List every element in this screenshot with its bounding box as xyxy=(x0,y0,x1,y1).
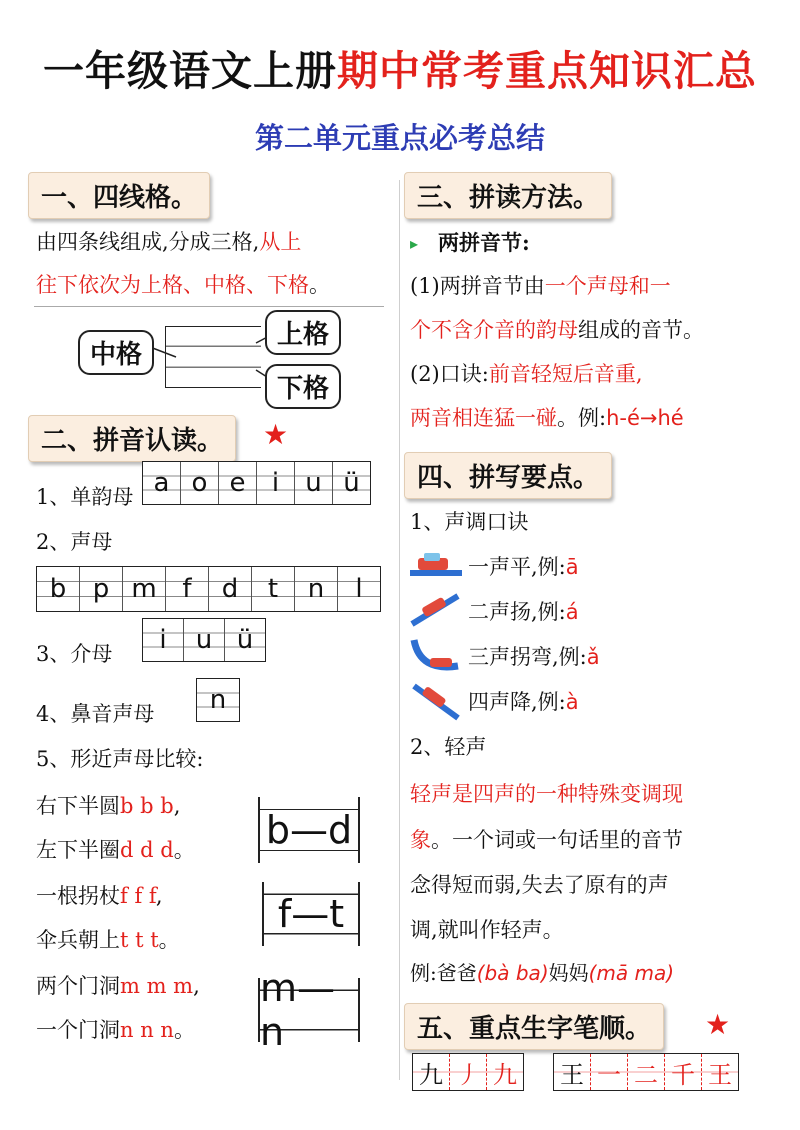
tone3 xyxy=(468,645,600,670)
s3-p3-black: (2)口诀: xyxy=(410,362,489,386)
s3-p2 xyxy=(410,318,704,343)
shengmu-cell: m xyxy=(123,567,166,611)
qing-title: 2、轻声 xyxy=(410,735,487,759)
car-rising-icon xyxy=(410,590,462,628)
title-red: 期中常考重点知识汇总 xyxy=(337,47,757,95)
pair1-compare-box: b—d xyxy=(258,797,360,863)
s1-line2-red: 往下依次为上格、中格、下格 xyxy=(36,273,309,297)
pair2-l1-red: f f f xyxy=(120,884,156,908)
s3-p4-black: 。例: xyxy=(557,406,607,430)
tone1-example: ā xyxy=(565,555,579,579)
pair2-l2-red: t t t xyxy=(120,928,159,952)
qing-line3: 念得短而弱,失去了原有的声 xyxy=(410,873,669,897)
s1-line2 xyxy=(36,273,330,298)
s1-line1-black: 由四条线组成,分成三格, xyxy=(36,230,260,254)
qing-l2-black: 。一个词或一句话里的音节 xyxy=(431,828,683,852)
tone2-text: 二声扬,例: xyxy=(468,600,566,624)
section4-header: 四、拼写要点。 xyxy=(404,452,612,499)
tone-title: 1、声调口诀 xyxy=(410,510,529,534)
s3-p1-black: (1)两拼音节由 xyxy=(410,274,545,298)
stroke-order-jiu xyxy=(412,1053,524,1091)
qing-ex-mid: 妈妈 xyxy=(548,961,589,985)
pair1-line1 xyxy=(36,794,180,819)
four-line-connectors xyxy=(140,320,280,395)
s3-p2-black: 组成的音节。 xyxy=(578,318,704,342)
pair1-l1-red: b b b xyxy=(120,794,174,818)
biyin-grid xyxy=(196,678,240,722)
jiemu-cell: u xyxy=(184,619,225,661)
qing-line2 xyxy=(410,828,683,853)
s1-line1-red: 从上 xyxy=(259,230,302,254)
section5-header: 五、重点生字笔顺。 xyxy=(404,1003,664,1050)
pair1-l1-black: 右下半圆 xyxy=(36,794,120,818)
tone4 xyxy=(468,690,579,715)
danyun-cell: o xyxy=(181,462,219,504)
shengmu-cell: p xyxy=(80,567,123,611)
jiemu-cell: i xyxy=(143,619,184,661)
s3-p3-red: 前音轻短后音重, xyxy=(488,362,643,386)
shengmu-cell: d xyxy=(209,567,252,611)
qing-line1 xyxy=(410,782,683,807)
wang-step: 王 xyxy=(554,1054,591,1090)
s3-p3 xyxy=(410,362,643,387)
label-top-grid: 上格 xyxy=(265,310,341,355)
section5-star-icon: ★ xyxy=(705,1008,731,1041)
jiemu-cell: ü xyxy=(225,619,265,661)
s1-line2-end: 。 xyxy=(309,273,330,297)
s1-line1 xyxy=(36,230,301,255)
s3-sub: 两拼音节: xyxy=(438,230,530,255)
title-black: 一年级语文上册 xyxy=(43,47,337,95)
qing-ex2: (mā ma) xyxy=(588,961,675,985)
pair3-line2 xyxy=(36,1018,195,1043)
compare-title: 5、形近声母比较: xyxy=(36,747,204,771)
s3-p1 xyxy=(410,274,671,299)
qing-ex1: (bà ba) xyxy=(476,961,549,985)
pair3-l1-end: , xyxy=(193,974,200,998)
section2-header: 二、拼音认读。 xyxy=(28,415,236,462)
wang-step: 王 xyxy=(702,1054,738,1090)
pair3-l2-end: 。 xyxy=(173,1018,195,1042)
pair2-compare-box: f—t xyxy=(262,882,360,946)
shengmu-cell: b xyxy=(37,567,80,611)
s3-p1-red: 一个声母和一 xyxy=(544,274,671,298)
tone1-text: 一声平,例: xyxy=(468,555,566,579)
danyun-label: 1、单韵母 xyxy=(36,485,134,509)
pair3-l2-black: 一个门洞 xyxy=(36,1018,120,1042)
qing-ex-label: 例:爸爸 xyxy=(410,961,477,985)
wang-step: 千 xyxy=(665,1054,702,1090)
pair2-line2 xyxy=(36,928,180,953)
stroke-order-wang xyxy=(553,1053,739,1091)
car-falling-icon xyxy=(410,682,462,722)
danyun-cell: i xyxy=(257,462,295,504)
jiu-step: 九 xyxy=(413,1054,450,1090)
shengmu-cell: f xyxy=(166,567,209,611)
danyun-cell: ü xyxy=(333,462,370,504)
pair1-l2-red: d d d xyxy=(120,838,174,862)
tone2-example: á xyxy=(565,600,579,624)
shengmu-label: 2、声母 xyxy=(36,530,113,554)
s3-p4 xyxy=(410,406,684,431)
s3-p2-red: 个不含介音的韵母 xyxy=(410,318,578,342)
car-turn-icon xyxy=(410,636,462,676)
danyun-cell: e xyxy=(219,462,257,504)
label-bottom-grid: 下格 xyxy=(265,364,341,409)
bullet-icon: ▸ xyxy=(410,234,419,253)
pair3-l1-black: 两个门洞 xyxy=(36,974,120,998)
pair3-line1 xyxy=(36,974,200,999)
pair2-l1-black: 一根拐杖 xyxy=(36,884,120,908)
qing-l2-red: 象 xyxy=(410,828,431,852)
qing-l1-red: 轻声是四声的一种特殊变调现 xyxy=(410,782,683,806)
section1-header: 一、四线格。 xyxy=(28,172,210,219)
pair1-line2 xyxy=(36,838,195,863)
label-middle-grid: 中格 xyxy=(78,330,154,375)
wang-step: 一 xyxy=(591,1054,628,1090)
pair2-l2-end: 。 xyxy=(158,928,180,952)
column-divider xyxy=(399,180,400,1080)
shengmu-cell: n xyxy=(295,567,338,611)
pair1-l2-black: 左下半圈 xyxy=(36,838,120,862)
pair1-l2-end: 。 xyxy=(173,838,195,862)
wang-step: 二 xyxy=(628,1054,665,1090)
jiu-step: 九 xyxy=(487,1054,523,1090)
danyun-grid xyxy=(142,461,371,505)
tone4-text: 四声降,例: xyxy=(468,690,566,714)
jiemu-grid xyxy=(142,618,266,662)
shengmu-grid xyxy=(36,566,381,612)
pair3-l2-red: n n n xyxy=(120,1018,174,1042)
qing-example xyxy=(410,961,674,985)
pair3-compare-box: m—n xyxy=(258,978,360,1042)
jiemu-label: 3、介母 xyxy=(36,642,113,666)
section2-star-icon: ★ xyxy=(263,418,289,451)
section3-header: 三、拼读方法。 xyxy=(404,172,612,219)
tone3-text: 三声拐弯,例: xyxy=(468,645,587,669)
shengmu-cell: l xyxy=(338,567,380,611)
s1-underline xyxy=(34,306,384,307)
tone3-example: ǎ xyxy=(586,645,600,669)
car-flat-icon xyxy=(410,550,462,578)
danyun-cell: u xyxy=(295,462,333,504)
page-subtitle: 第二单元重点必考总结 xyxy=(254,121,545,155)
pair3-l1-red: m m m xyxy=(120,974,194,998)
biyin-cell: n xyxy=(197,679,239,721)
tone2 xyxy=(468,600,579,625)
biyin-label: 4、鼻音声母 xyxy=(36,702,155,726)
page-title xyxy=(0,38,800,97)
danyun-cell: a xyxy=(143,462,181,504)
pair2-l1-end: , xyxy=(155,884,163,908)
s3-p4-example: h-é→hé xyxy=(606,406,684,430)
pair2-line1 xyxy=(36,884,163,909)
qing-line4: 调,就叫作轻声。 xyxy=(410,918,564,942)
tone1 xyxy=(468,555,579,580)
tone4-example: à xyxy=(565,690,579,714)
s3-p4-red: 两音相连猛一碰 xyxy=(410,406,557,430)
pair1-l1-end: , xyxy=(173,794,181,818)
shengmu-cell: t xyxy=(252,567,295,611)
pair2-l2-black: 伞兵朝上 xyxy=(36,928,120,952)
jiu-step: 丿 xyxy=(450,1054,487,1090)
